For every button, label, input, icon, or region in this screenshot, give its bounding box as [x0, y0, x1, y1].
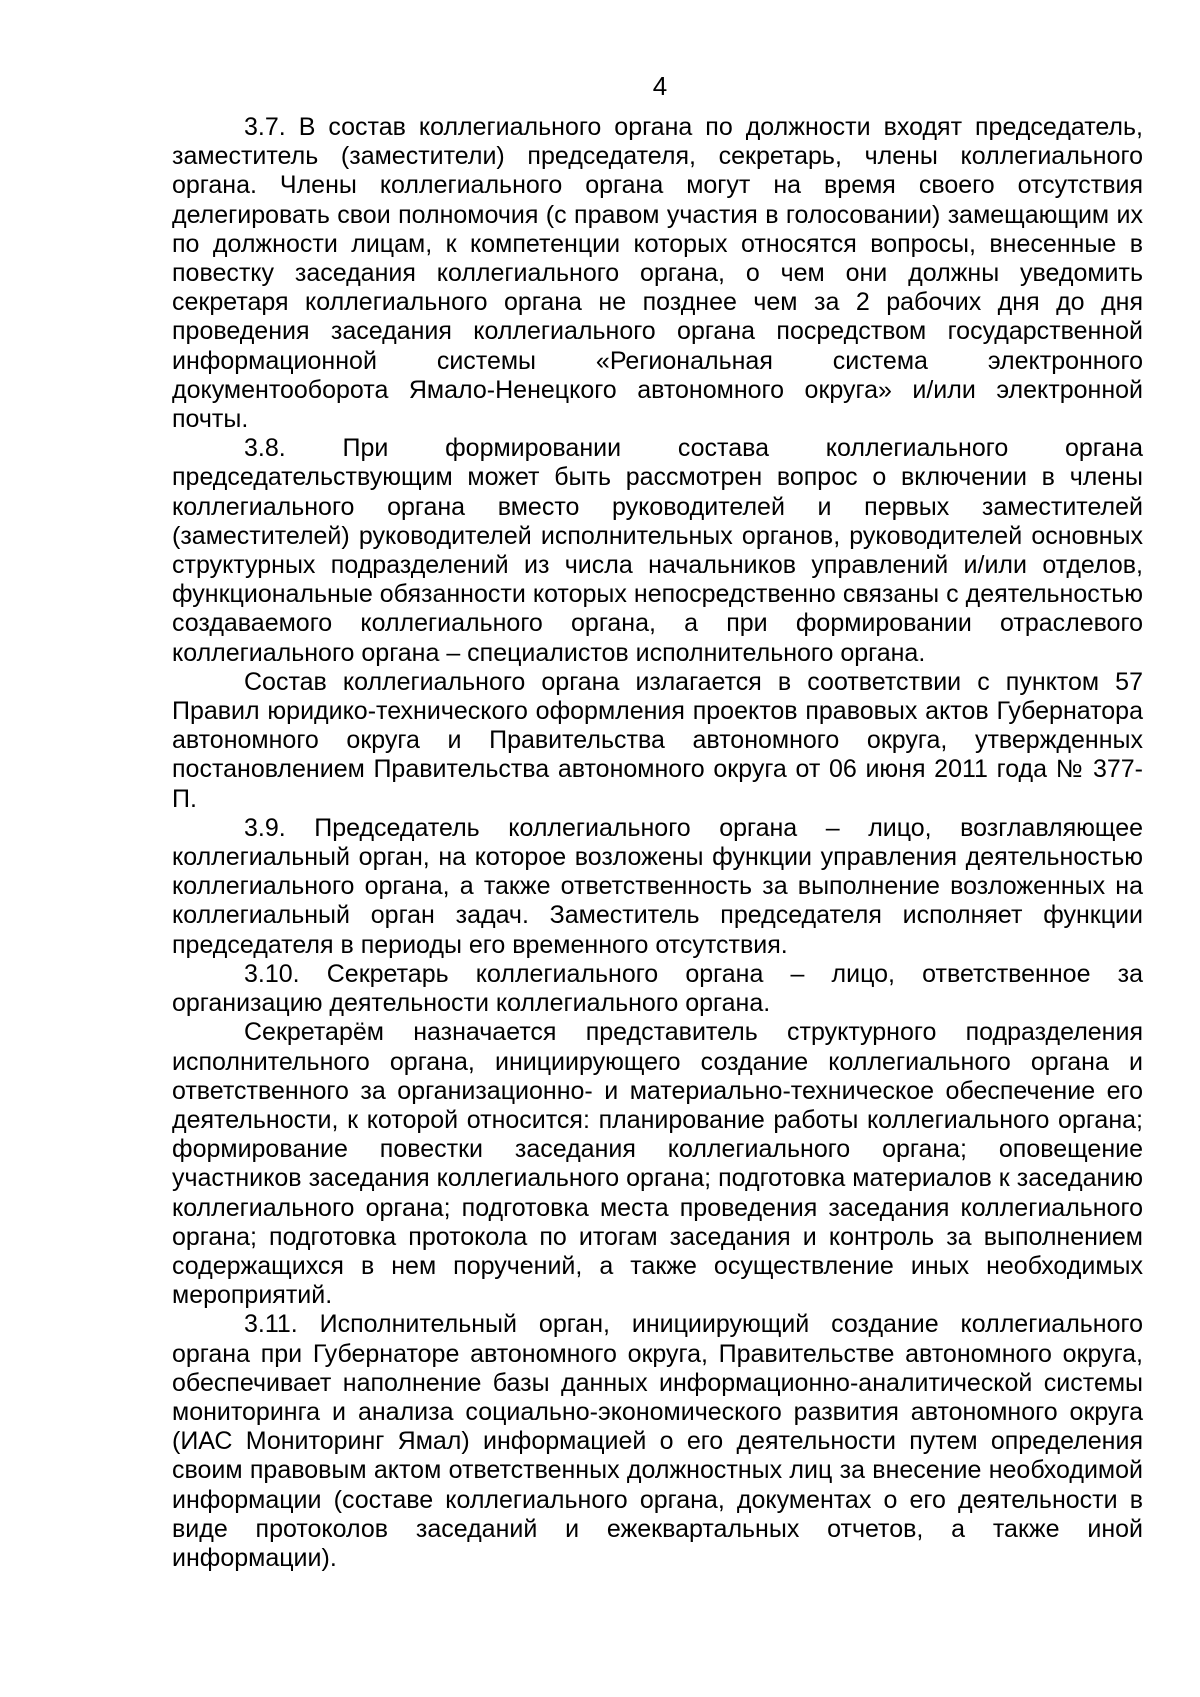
paragraph-3-8: 3.8. При формировании состава коллегиального органа председательствующим может быть рассмотрен вопрос о включении в члены коллегиального органа вместо руководителей и первых заместителей (заместителей) руководителей исполнительных органов, руководителей основных структурных подразделений из числа начальников управлений и/или отделов, функциональные обязанности которых непосредственно связаны с деятельностью создаваемого коллегиального органа, а при формировании отраслевого коллегиального органа – специалистов исполнительного органа.	[172, 434, 1143, 667]
paragraph-3-9: 3.9. Председатель коллегиального органа – лицо, возглавляющее коллегиальный орган, на которое возложены функции управления деятельностью коллегиального органа, а также ответственность за выполнение возложенных на коллегиальный орган задач. Заместитель председателя исполняет функции председателя в периоды его временного отсутствия.	[172, 813, 1143, 959]
page-number: 4	[652, 71, 668, 101]
paragraph-3-7: 3.7. В состав коллегиального органа по должности входят председатель, заместитель (заместители) председателя, секретарь, члены коллегиального органа. Члены коллегиального органа могут на время своего отсутствия делегировать свои полномочия (с правом участия в голосовании) замещающим их по должности лицам, к компетенции которых относятся вопросы, внесенные в повестку заседания коллегиального органа, о чем они должны уведомить секретаря коллегиального органа не позднее чем за 2 рабочих дня до дня проведения заседания коллегиального органа посредством государственной информационной системы «Региональная система электронного документооборота Ямало-Ненецкого автономного округа» и/или электронной почты.	[172, 113, 1143, 434]
paragraph-composition: Состав коллегиального органа излагается в соответствии с пунктом 57 Правил юридико-технического оформления проектов правовых актов Губернатора автономного округа и Правительства автономного округа, утвержденных постановлением Правительства автономного округа от 06 июня 2011 года № 377-П.	[172, 667, 1143, 813]
document-body	[172, 113, 1143, 1573]
paragraph-secretary: Секретарём назначается представитель структурного подразделения исполнительного органа, инициирующего создание коллегиального органа и ответственного за организационно- и материально-техническое обеспечение его деятельности, к которой относится: планирование работы коллегиального органа; формирование повестки заседания коллегиального органа; оповещение участников заседания коллегиального органа; подготовка материалов к заседанию коллегиального органа; подготовка места проведения заседания коллегиального органа; подготовка протокола по итогам заседания и контроль за выполнением содержащихся в нем поручений, а также осуществление иных необходимых мероприятий.	[172, 1018, 1143, 1310]
paragraph-3-11: 3.11. Исполнительный орган, инициирующий создание коллегиального органа при Губернаторе автономного округа, Правительстве автономного округа, обеспечивает наполнение базы данных информационно-аналитической системы мониторинга и анализа социально-экономического развития автономного округа (ИАС Мониторинг Ямал) информацией о его деятельности путем определения своим правовым актом ответственных должностных лиц за внесение необходимой информации (составе коллегиального органа, документах о его деятельности в виде протоколов заседаний и ежеквартальных отчетов, а также иной информации).	[172, 1310, 1143, 1572]
paragraph-3-10: 3.10. Секретарь коллегиального органа – лицо, ответственное за организацию деятельности коллегиального органа.	[172, 959, 1143, 1018]
